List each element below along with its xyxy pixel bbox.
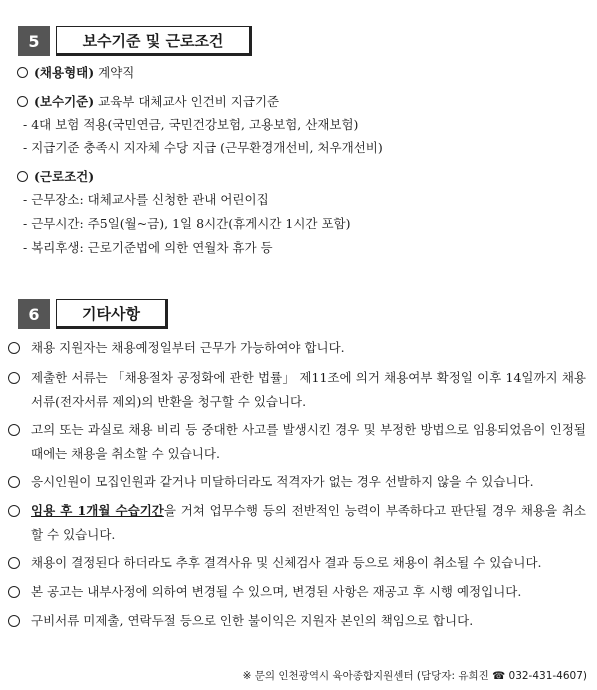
notice-item: 고의 또는 과실로 채용 비리 등 중대한 사고를 발생시킨 경우 및 부정한 방법으로 임용되었음이 인정될 때에는 채용을 취소할 수 있습니다. — [8, 418, 586, 466]
notice-item: 구비서류 미제출, 연락두절 등으로 인한 불이익은 지원자 본인의 책임으로 합니다. — [8, 609, 586, 633]
circle-bullet-icon — [8, 476, 20, 488]
section-6-header — [18, 299, 168, 329]
employment-type: (채용형태) 계약직 — [17, 64, 134, 82]
circle-bullet-icon — [8, 586, 20, 598]
pay-sub-item: - 4대 보험 적용(국민연금, 국민건강보험, 고용보험, 산재보험) — [23, 117, 359, 132]
section-number: 5 — [18, 26, 50, 56]
section-number: 6 — [18, 299, 50, 329]
contact-footer: ※ 문의 인천광역시 육아종합지원센터 (담당자: 유희진 ☎ 032-431-4607) — [242, 670, 587, 682]
pay-standard: (보수기준) 교육부 대체교사 인건비 지급기준 — [17, 93, 279, 111]
conditions-sub-item: - 근무시간: 주5일(월~금), 1일 8시간(휴게시간 1시간 포함) — [23, 216, 351, 231]
notice-item: 채용 지원자는 채용예정일부터 근무가 가능하여야 합니다. — [8, 336, 586, 360]
section-title: 보수기준 및 근로조건 — [56, 26, 252, 56]
conditions-sub-item: - 근무장소: 대체교사를 신청한 관내 어린이집 — [23, 192, 269, 207]
notice-item: 본 공고는 내부사정에 의하여 변경될 수 있으며, 변경된 사항은 재공고 후 시행 예정입니다. — [8, 580, 586, 604]
notice-item: 임용 후 1개월 수습기간을 거쳐 업무수행 등의 전반적인 능력이 부족하다고 판단될 경우 채용을 취소할 수 있습니다. — [8, 499, 586, 547]
circle-bullet-icon — [8, 342, 20, 354]
section-title: 기타사항 — [56, 299, 168, 329]
circle-bullet-icon — [8, 615, 20, 627]
conditions-sub-item: - 복리후생: 근로기준법에 의한 연월차 휴가 등 — [23, 240, 273, 255]
circle-bullet-icon — [17, 67, 28, 78]
circle-bullet-icon — [8, 505, 20, 517]
circle-bullet-icon — [17, 171, 28, 182]
notice-item: 제출한 서류는 「채용절차 공정화에 관한 법률」 제11조에 의거 채용여부 확정일 이후 14일까지 채용서류(전자서류 제외)의 반환을 청구할 수 있습니다. — [8, 366, 586, 414]
circle-bullet-icon — [17, 96, 28, 107]
circle-bullet-icon — [8, 372, 20, 384]
circle-bullet-icon — [8, 557, 20, 569]
circle-bullet-icon — [8, 424, 20, 436]
probation-emphasis: 임용 후 1개월 수습기간 — [31, 503, 164, 518]
notice-item: 응시인원이 모집인원과 같거나 미달하더라도 적격자가 없는 경우 선발하지 않을 수 있습니다. — [8, 470, 586, 494]
work-conditions: (근로조건) — [17, 168, 94, 186]
section-5-header — [18, 26, 252, 56]
notice-item: 채용이 결정된다 하더라도 추후 결격사유 및 신체검사 결과 등으로 채용이 취소될 수 있습니다. — [8, 551, 586, 575]
pay-sub-item: - 지급기준 충족시 지자체 수당 지급 (근무환경개선비, 처우개선비) — [23, 140, 383, 155]
